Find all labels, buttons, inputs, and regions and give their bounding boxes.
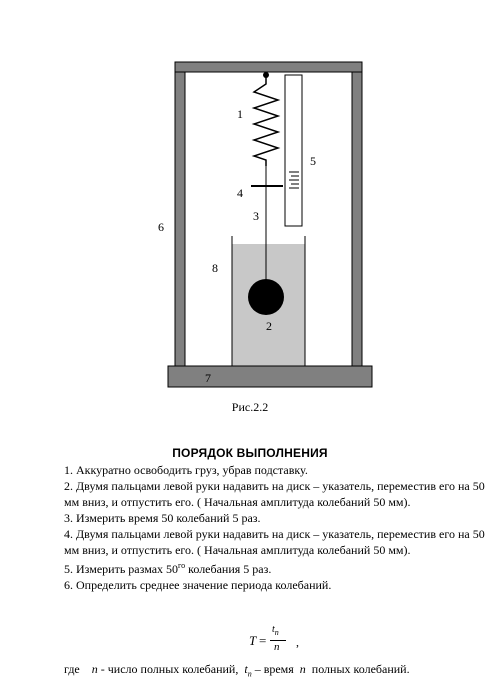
label-pointer: 4 [237,186,243,200]
formula-comma: , [296,635,299,649]
procedure-steps [64,462,494,593]
stand-right-post [352,62,362,366]
period-formula [0,624,500,658]
stand-top-bar [175,62,362,72]
stand-base [168,366,372,387]
step-1: 1. Аккуратно освободить груз, убрав подставку. [64,463,308,477]
ball [248,279,284,315]
step-6: 6. Определить среднее значение периода колебаний. [64,578,332,592]
label-ball: 2 [266,319,272,333]
step-5-tail: колебания 5 раз. [185,562,272,576]
label-spring: 1 [237,107,243,121]
step-3: 3. Измерить время 50 колебаний 5 раз. [64,511,261,525]
label-scale: 5 [310,154,316,168]
scale [285,75,302,226]
step-5-superscript: го [178,561,186,570]
formula-lhs: T [249,633,257,648]
step-5-text: 5. Измерить размах 50 [64,562,179,576]
step-4: 4. Двумя пальцами левой руки надавить на диск – указатель, переместив его на 50 мм вниз, и отпустить его. ( Начальная амплитуда колебаний 50 мм). [64,527,485,557]
label-vessel: 8 [212,261,218,275]
label-stand: 6 [158,220,164,234]
label-rod: 3 [253,209,259,223]
section-heading: ПОРЯДОК ВЫПОЛНЕНИЯ [172,446,328,460]
step-2: 2. Двумя пальцами левой руки надавить на диск – указатель, переместив его на 50 мм вниз, и отпустить его. ( Начальная амплитуда колебаний 50 мм). [64,479,485,509]
variable-definitions: где n - число полных колебаний, $t_n$ – время n полных колебаний. [64,662,410,679]
figure-caption: Рис.2.2 [231,400,269,414]
formula-numerator: $t_n$ [272,624,279,637]
stand-left-post [175,62,185,366]
label-base: 7 [205,371,211,385]
spring [254,76,278,166]
formula-equals: = [259,633,267,648]
step-5 [64,558,494,577]
formula-denominator: n [274,641,280,653]
